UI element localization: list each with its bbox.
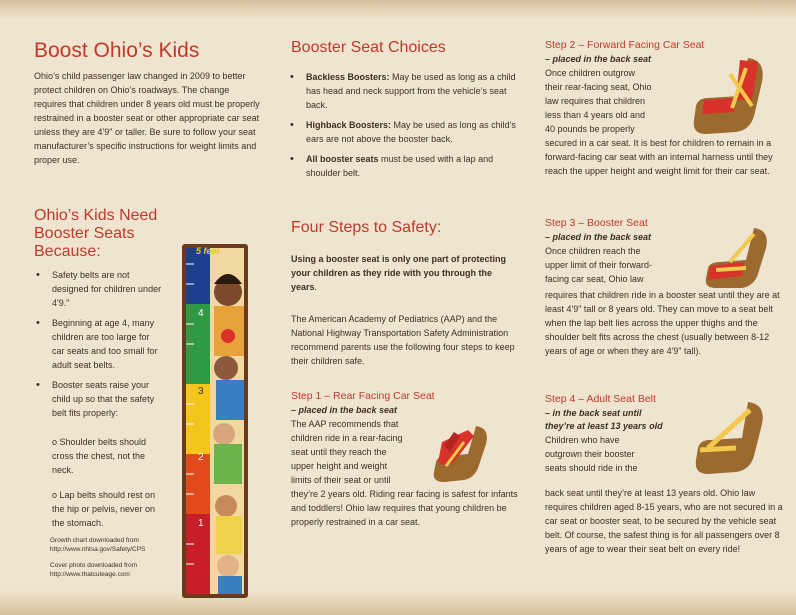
reason-item: • Safety belts are not designed for children under 4'9." (34, 268, 162, 310)
step4-rest: back seat until they’re at least 13 years old. Ohio law requires children aged 8-15 years, who are not secured in a car seat or booster seat, to be secured by the vehicle seat belt. Of course, the safest thing is for all passengers over 8 years of age to wear their seat belt on every ride! (545, 488, 783, 554)
step3-line: Once children reach the (545, 246, 641, 256)
need-title-line3: Because: (34, 243, 101, 260)
need-title-line1: Ohio’s Kids Need (34, 207, 158, 224)
choice-term: Backless Boosters: (306, 72, 390, 82)
step1-line: children ride in a rear-facing (291, 433, 403, 443)
choice-item (288, 70, 520, 112)
reasons-list (34, 268, 162, 426)
choice-item (288, 152, 520, 180)
lap-belt-note: o Lap belts should rest on the hip or pelvis, never on the stomach. (52, 490, 156, 528)
photo-credit-url: http://www.thatcuteage.com (50, 571, 130, 578)
step4-wrap-text (545, 433, 685, 475)
steps-title: Four Steps to Safety: (291, 219, 442, 236)
step2-subtitle: – placed in the back seat (545, 54, 652, 64)
shoulder-belt-note: o Shoulder belts should cross the chest, not the neck. (52, 437, 147, 475)
chart-top-label: 5 feet (196, 246, 220, 256)
aap-paragraph: The American Academy of Pediatrics (AAP) and the National Highway Transportation Safety Administration recommend parents use the following four steps to keep their children safe. (291, 314, 515, 366)
step2-line: Once children outgrow (545, 68, 636, 78)
step4-subtitle-line2: they’re at least 13 years old (545, 421, 663, 431)
step1-wrap-text (291, 417, 431, 487)
step2-line: their rear-facing seat, Ohio (545, 82, 652, 92)
step3-subtitle: – placed in the back seat (545, 232, 652, 242)
adult-seat-belt-icon (688, 398, 780, 482)
step4-line: outgrown their booster (545, 449, 635, 459)
rear-facing-seat-icon (424, 422, 502, 492)
forward-facing-seat-icon (684, 54, 780, 146)
main-title: Boost Ohio’s Kids (34, 39, 200, 62)
choice-text: must be used with a lap and shoulder belt. (306, 154, 494, 178)
chart-credit-url: http://www.nhtsa.gov/Safety/CPS (50, 546, 146, 553)
step1-subtitle: – placed in the back seat (291, 405, 398, 415)
choice-term: All booster seats (306, 154, 379, 164)
step2-line: 40 pounds be properly (545, 124, 635, 134)
growth-chart (180, 244, 250, 598)
steps-lead-text: Using a booster seat is only one part of protecting your children as they ride with you through the years (291, 254, 507, 292)
chart-mark-3: 3 (198, 386, 204, 397)
growth-chart-graphic (180, 244, 250, 598)
booster-seat-icon (696, 226, 780, 292)
step3-wrap-text (545, 244, 695, 286)
reason-item: • Booster seats raise your child up so that the safety belt fits properly: (34, 378, 162, 420)
top-edge (0, 0, 796, 20)
step1-line: limits of their seat or until (291, 475, 391, 485)
intro-paragraph: Ohio’s child passenger law changed in 2009 to better protect children on Ohio’s roadways. The change requires that children under 8 years old must be properly restrained in a booster seat or other appropriate car seat unless they are 4'9" or taller. Be sure to follow your seat manufacturer’s specific instructions for weight limits and proper use. (34, 71, 260, 165)
step1-line: seat until they reach the (291, 447, 387, 457)
step2-line: law requires that children (545, 96, 646, 106)
step2-title: Step 2 – Forward Facing Car Seat (545, 39, 705, 51)
step3-line: upper limit of their forward- (545, 260, 653, 270)
steps-lead-period: . (314, 282, 318, 292)
choice-text: May be used as long as child’s ears are not above the booster back. (306, 120, 516, 144)
step1-line: The AAP recommends that (291, 419, 399, 429)
choice-text: May be used as long as a child has head and neck support from the vehicle’s seat back. (306, 72, 516, 110)
step4-line: seats should ride in the (545, 463, 638, 473)
step3-title: Step 3 – Booster Seat (545, 217, 648, 229)
choices-list (288, 70, 520, 186)
step1-rest: they’re 2 years old. Riding rear facing is safest for infants and toddlers! Ohio law requires that young children be properly restrained in a car seat. (291, 489, 518, 527)
photo-credit-label: Cover photo downloaded from (50, 562, 138, 569)
step2-line: less than 4 years old and (545, 110, 646, 120)
chart-mark-4: 4 (198, 308, 204, 319)
step3-rest: requires that children ride in a booster seat until they are at least 4'9" tall or 8 years old. They can move to a seat belt when the lap belt lies across the upper thighs and the shoulder belt fits across the chest (usually between 8-12 years of age or when they are 4'9" tall). (545, 290, 780, 356)
chart-mark-2: 2 (198, 452, 204, 463)
step2-wrap-text (545, 66, 685, 136)
step2-rest: secured in a car seat. It is best for children to remain in a forward-facing car seat with an internal harness until they reach the upper height and weight limit for their car seat. (545, 138, 773, 176)
choices-title: Booster Seat Choices (291, 39, 446, 56)
chart-mark-1: 1 (198, 518, 204, 529)
chart-credit-label: Growth chart downloaded from (50, 537, 139, 544)
step4-line: Children who have (545, 435, 620, 445)
choice-item (288, 118, 520, 146)
reason-item: • Beginning at age 4, many children are too large for car seats and too small for adult seat belts. (34, 316, 162, 372)
steps-lead (291, 252, 519, 294)
choice-term: Highback Boosters: (306, 120, 392, 130)
step3-line: facing car seat, Ohio law (545, 274, 644, 284)
step1-line: upper height and weight (291, 461, 388, 471)
step1-title: Step 1 – Rear Facing Car Seat (291, 390, 435, 402)
step4-title: Step 4 – Adult Seat Belt (545, 393, 656, 405)
need-title-line2: Booster Seats (34, 225, 135, 242)
step4-subtitle-line1: – in the back seat until (545, 408, 642, 418)
bottom-edge (0, 591, 796, 615)
